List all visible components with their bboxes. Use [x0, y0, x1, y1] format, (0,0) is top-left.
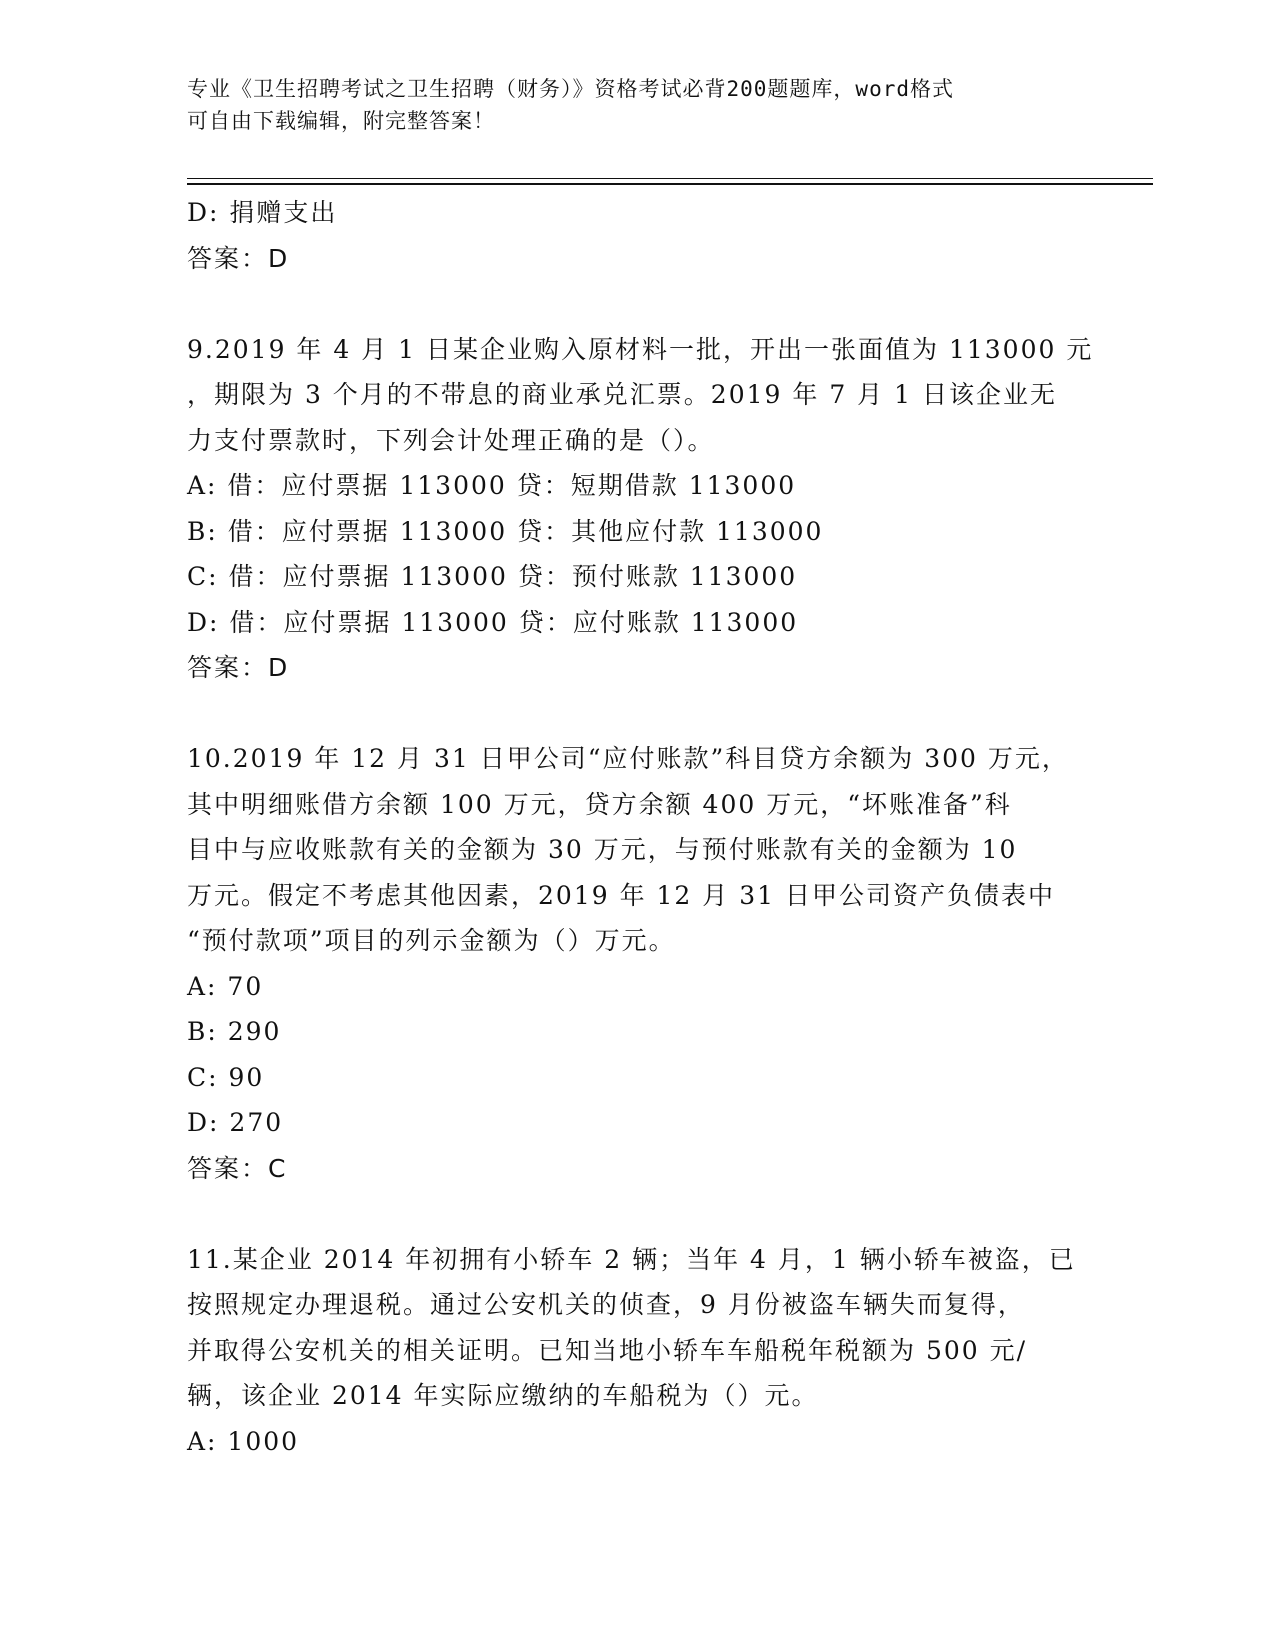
option-b: B: 290: [187, 1017, 282, 1046]
answer: 答案：D: [187, 653, 290, 682]
option-d: D: 270: [187, 1108, 284, 1137]
question-text-line: 目中与应收账款有关的金额为 30 万元，与预付账款有关的金额为 10: [187, 835, 1018, 864]
question-text-line: 万元。假定不考虑其他因素，2019 年 12 月 31 日甲公司资产负债表中: [187, 880, 1055, 910]
spacer: [187, 1191, 1087, 1237]
header-line-1: 专业《卫生招聘考试之卫生招聘（财务）》资格考试必背200题题库，word格式: [187, 77, 954, 101]
question-9: [187, 327, 1094, 691]
answer: 答案：C: [187, 1153, 288, 1183]
spacer: [187, 281, 1087, 327]
question-text-line: 力支付票款时，下列会计处理正确的是（）。: [187, 425, 715, 455]
option-a: A: 1000: [187, 1426, 300, 1456]
header-line-2: 可自由下载编辑，附完整答案！: [187, 109, 495, 133]
question-text-line: “预付款项”项目的列示金额为（）万元。: [187, 926, 676, 955]
option-d: D: 借：应付票据 113000 贷：应付账款 113000: [187, 607, 799, 637]
option-c: C: 90: [187, 1062, 265, 1092]
option-a: A: 借：应付票据 113000 贷：短期借款 113000: [187, 471, 797, 500]
question-text-line: 其中明细账借方余额 100 万元，贷方余额 400 万元，“坏账准备”科: [187, 789, 1012, 819]
option-c: C: 借：应付票据 113000 贷：预付账款 113000: [187, 562, 798, 591]
question-text-line: 9.2019 年 4 月 1 日某企业购入原材料一批，开出一张面值为 113000 元: [187, 334, 1094, 364]
option-b: B: 借：应付票据 113000 贷：其他应付款 113000: [187, 516, 824, 546]
header-rule-thick: [187, 183, 1153, 185]
question-11: [187, 1237, 1087, 1465]
question-text-line: 辆，该企业 2014 年实际应缴纳的车船税为（）元。: [187, 1381, 819, 1410]
previous-question-tail: [187, 190, 1087, 281]
question-text-line: ，期限为 3 个月的不带息的商业承兑汇票。2019 年 7 月 1 日该企业无: [187, 380, 1057, 409]
option-d: D: 捐赠支出: [187, 198, 338, 227]
question-text-line: 按照规定办理退税。通过公安机关的侦查，9 月份被盗车辆失而复得，: [187, 1290, 1025, 1319]
question-text-line: 11.某企业 2014 年初拥有小轿车 2 辆；当年 4 月，1 辆小轿车被盗，已: [187, 1244, 1076, 1274]
question-text-line: 并取得公安机关的相关证明。已知当地小轿车车船税年税额为 500 元/: [187, 1335, 1028, 1365]
answer: 答案：D: [187, 243, 290, 273]
header-rule-thin: [187, 178, 1153, 179]
document-body: [187, 190, 1094, 1464]
spacer: [187, 691, 1087, 737]
question-text-line: 10.2019 年 12 月 31 日甲公司“应付账款”科目贷方余额为 300 万元，: [187, 744, 1069, 773]
document-header: [187, 73, 1087, 137]
question-10: [187, 736, 1087, 1191]
option-a: A: 70: [187, 971, 264, 1001]
